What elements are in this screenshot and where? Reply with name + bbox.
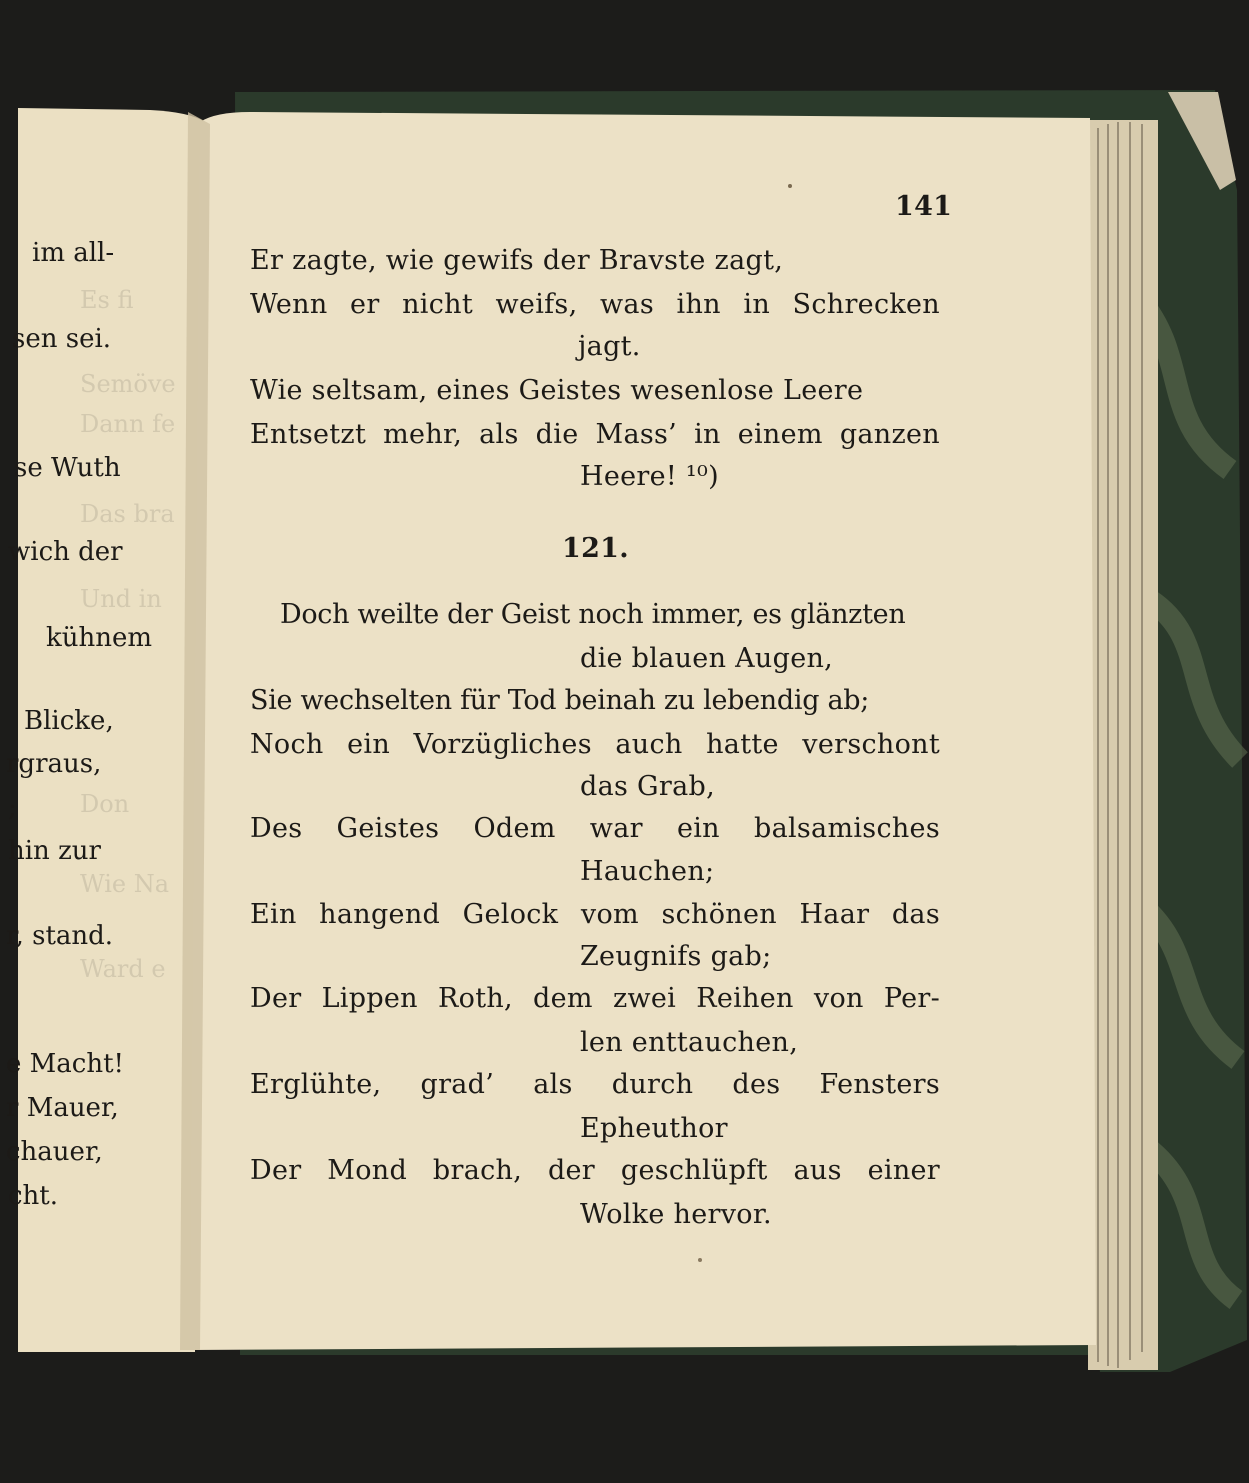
bleed-line: Und in: [80, 585, 162, 613]
left-line: r, stand.: [6, 921, 114, 951]
left-line: se Wuth: [14, 453, 121, 483]
verse-line-continuation: die blauen Augen,: [580, 643, 834, 674]
verse-line-continuation: jagt.: [578, 331, 641, 362]
left-line: cht.: [8, 1181, 59, 1211]
left-line: e Macht!: [6, 1049, 124, 1079]
verse-line-continuation: das Grab,: [580, 771, 715, 802]
left-line: rgraus,: [6, 749, 102, 779]
verse-line: Wenn er nicht weifs, was ihn in Schrecken: [250, 289, 940, 320]
bleed-line: Ward e: [80, 955, 166, 983]
bleed-line: Dann fe: [80, 410, 176, 438]
left-line: im all-: [32, 238, 115, 268]
bleed-line: Don: [80, 790, 130, 818]
verse-line-continuation: Hauchen;: [580, 856, 715, 887]
verse-line: Doch weilte der Geist noch immer, es glänzten: [280, 599, 906, 630]
verse-line-continuation: Epheuthor: [580, 1113, 728, 1144]
verse-line: Noch ein Vorzügliches auch hatte verschont: [250, 729, 940, 760]
verse-line: Erglühte, grad’ als durch des Fensters: [250, 1069, 940, 1100]
verse-line: Wie seltsam, eines Geistes wesenlose Leere: [250, 375, 864, 406]
left-line: ;: [8, 793, 17, 823]
stanza-number: 121.: [562, 533, 629, 564]
page-number: 141: [895, 191, 953, 222]
verse-line-continuation: len enttauchen,: [580, 1027, 799, 1058]
verse-line-continuation: Zeugnifs gab;: [580, 941, 772, 972]
left-line: Blicke,: [24, 706, 114, 736]
left-line: r Mauer,: [6, 1093, 119, 1123]
bleed-line: Wie Na: [80, 870, 170, 898]
left-line: wich der: [8, 537, 123, 567]
bleed-line: Das bra: [80, 500, 175, 528]
verse-line-continuation: Wolke hervor.: [580, 1199, 772, 1230]
left-line: sen sei.: [12, 324, 112, 354]
verse-line: Sie wechselten für Tod beinah zu lebendig ab;: [250, 685, 870, 716]
paper-speck: [788, 184, 792, 188]
bleed-line: Semöve: [80, 370, 176, 398]
verse-line-continuation: Heere! ¹⁰): [580, 461, 720, 492]
left-line: chauer,: [6, 1137, 103, 1167]
left-line: hin zur: [8, 836, 101, 866]
verse-line: Ein hangend Gelock vom schönen Haar das: [250, 899, 940, 930]
verse-line: Des Geistes Odem war ein balsamisches: [250, 813, 940, 844]
paper-speck: [698, 1258, 702, 1262]
verse-line: Der Mond brach, der geschlüpft aus einer: [250, 1155, 940, 1186]
verse-line: Er zagte, wie gewifs der Bravste zagt,: [250, 245, 784, 276]
verse-line: Entsetzt mehr, als die Mass’ in einem ganzen: [250, 419, 940, 450]
left-line: kühnem: [46, 623, 153, 653]
bleed-line: Es fi: [80, 286, 134, 314]
verse-line: Der Lippen Roth, dem zwei Reihen von Per-: [250, 983, 940, 1014]
